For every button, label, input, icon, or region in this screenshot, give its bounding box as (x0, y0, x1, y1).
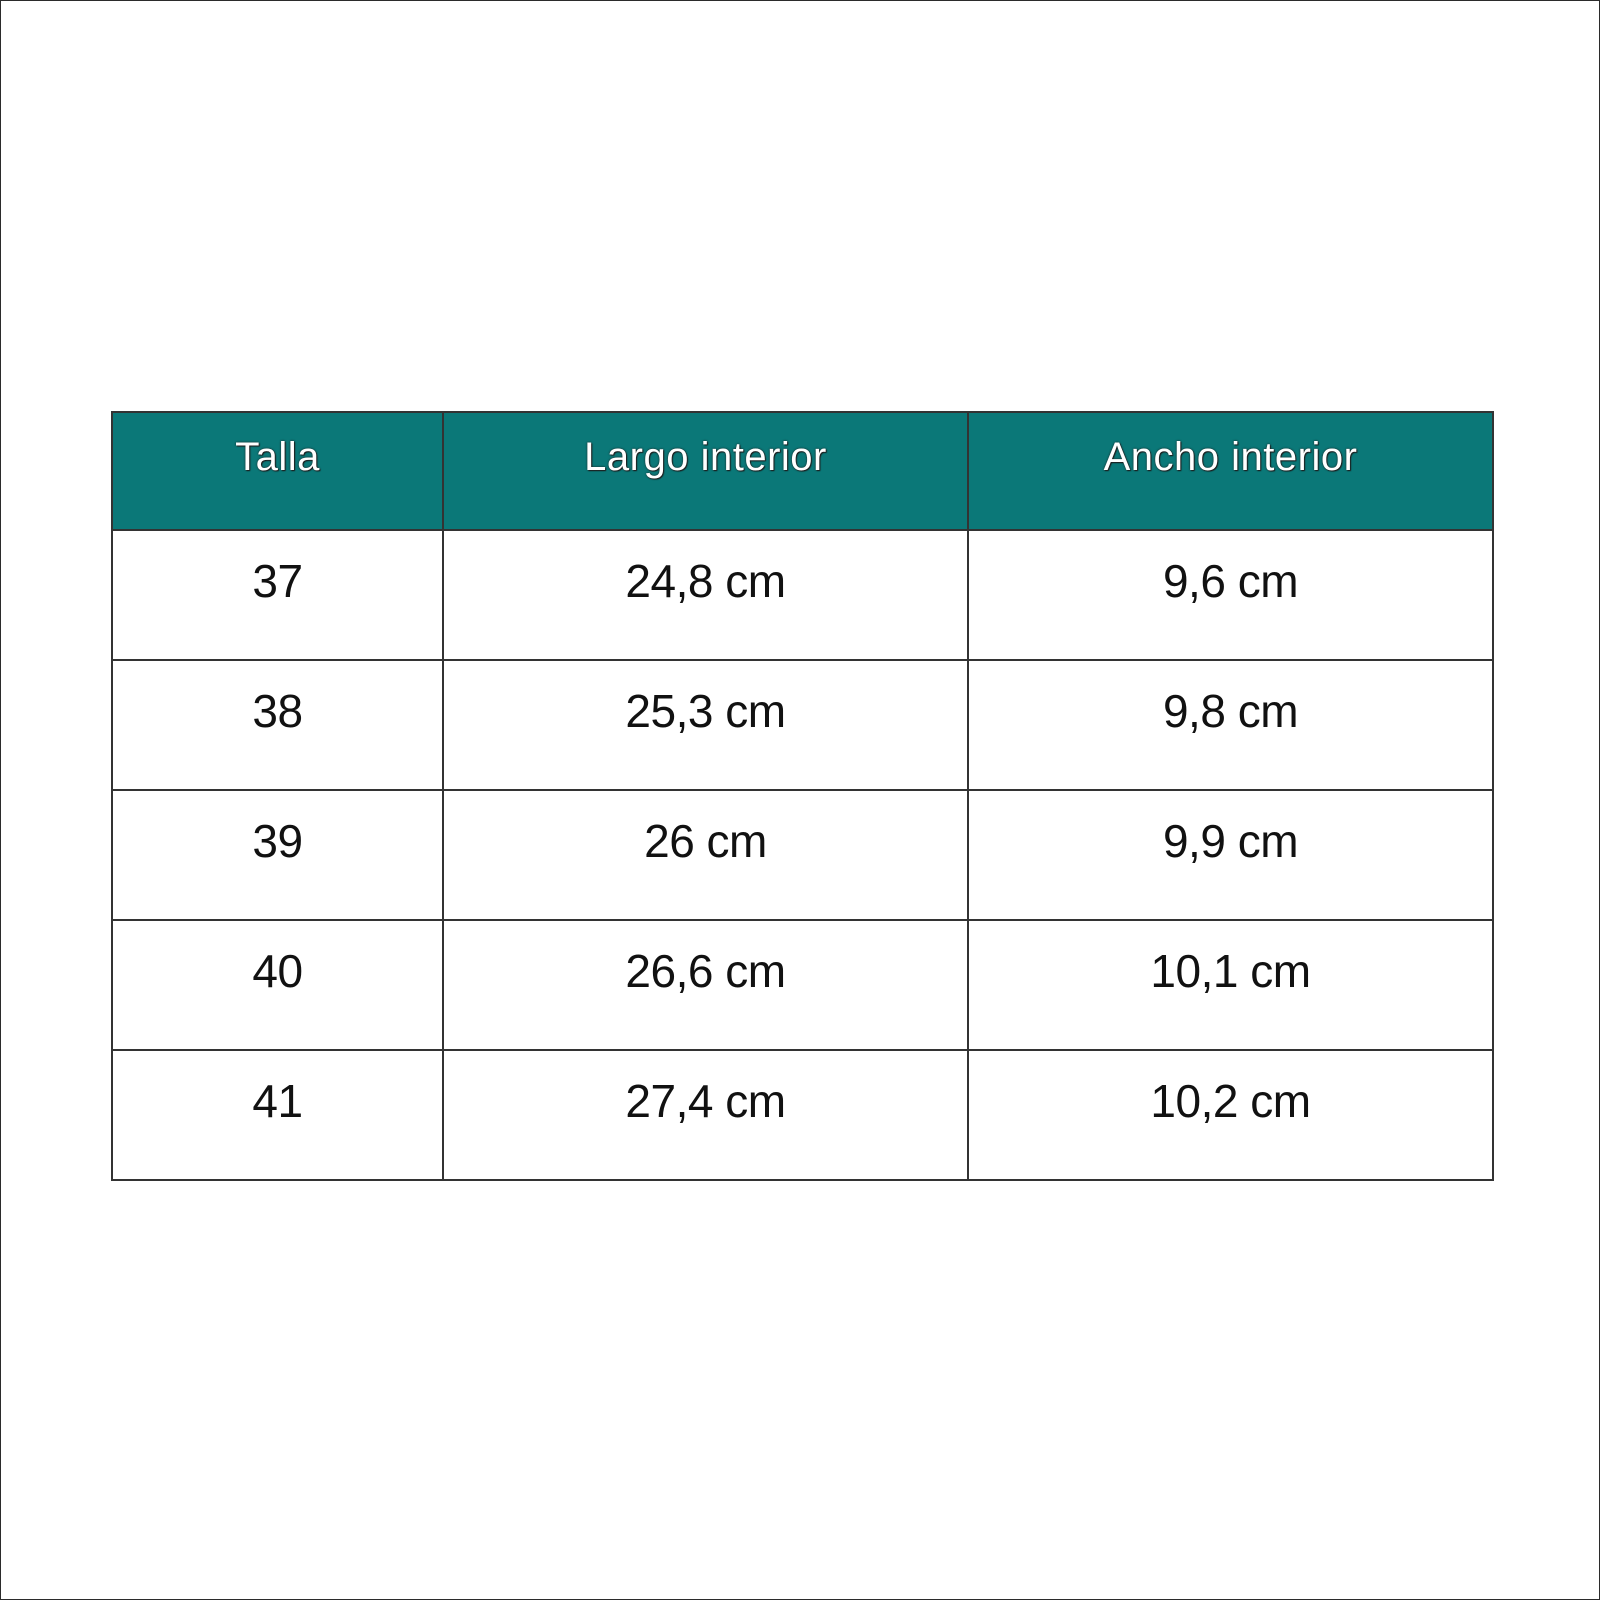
cell-ancho: 10,1 cm (968, 920, 1493, 1050)
table-row (112, 920, 1493, 1050)
header-row (112, 412, 1493, 530)
header-talla: Talla (112, 412, 443, 530)
cell-talla: 39 (112, 790, 443, 920)
cell-ancho: 9,8 cm (968, 660, 1493, 790)
table-row (112, 1050, 1493, 1180)
size-chart-table (111, 411, 1494, 1181)
cell-talla: 41 (112, 1050, 443, 1180)
table-row (112, 660, 1493, 790)
cell-largo: 25,3 cm (443, 660, 968, 790)
table-row (112, 790, 1493, 920)
cell-ancho: 9,9 cm (968, 790, 1493, 920)
cell-talla: 37 (112, 530, 443, 660)
table-row (112, 530, 1493, 660)
cell-talla: 38 (112, 660, 443, 790)
cell-largo: 26,6 cm (443, 920, 968, 1050)
cell-largo: 26 cm (443, 790, 968, 920)
cell-talla: 40 (112, 920, 443, 1050)
header-largo-interior: Largo interior (443, 412, 968, 530)
cell-ancho: 9,6 cm (968, 530, 1493, 660)
cell-largo: 27,4 cm (443, 1050, 968, 1180)
cell-ancho: 10,2 cm (968, 1050, 1493, 1180)
header-ancho-interior: Ancho interior (968, 412, 1493, 530)
cell-largo: 24,8 cm (443, 530, 968, 660)
